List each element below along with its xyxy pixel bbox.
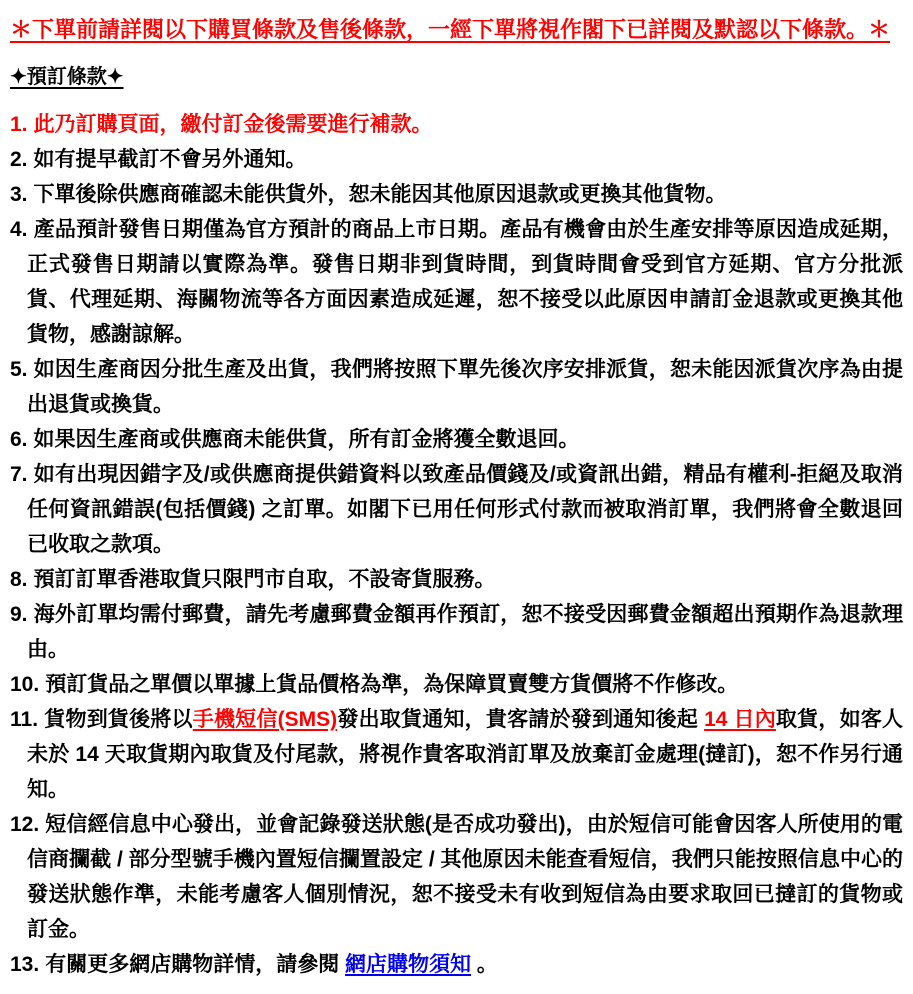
term-text: 海外訂單均需付郵費，請先考慮郵費金額再作預訂，恕不接受因郵費金額超出預期作為退款理由。 [27, 603, 903, 661]
pickup-deadline-emphasis: 14 日內 [704, 708, 776, 731]
term-item-4 [10, 212, 903, 352]
term-number: 7. [10, 463, 28, 486]
term-number: 13. [10, 953, 40, 976]
terms-list [10, 107, 903, 982]
term-text: 產品預計發售日期僅為官方預計的商品上市日期。產品有機會由於生產安排等原因造成延期，正式發售日期請以實際為準。發售日期非到貨時間，到貨時間會受到官方延期、官方分批派貨、代理延期、海關物流等各方面因素造成延遲，恕不接受以此原因申請訂金退款或更換其他貨物，感謝諒解。 [27, 218, 903, 346]
term-number: 5. [10, 358, 28, 381]
term-number: 4. [10, 218, 28, 241]
term-text: 下單後除供應商確認未能供貨外，恕未能因其他原因退款或更換其他貨物。 [33, 183, 727, 206]
term-number: 10. [10, 673, 40, 696]
sms-pickup-notice-emphasis: 手機短信(SMS) [192, 708, 338, 731]
term-text: 如有提早截訂不會另外通知。 [33, 148, 307, 171]
term-number: 3. [10, 183, 28, 206]
term-item-3 [10, 177, 903, 212]
term-item-10 [10, 667, 903, 702]
term-number: 9. [10, 603, 28, 626]
term-number: 2. [10, 148, 28, 171]
term-item-9 [10, 597, 903, 667]
term-item-6 [10, 422, 903, 457]
store-shopping-guide-link[interactable]: 網店購物須知 [345, 953, 472, 976]
term-item-8 [10, 562, 903, 597]
term-item-2 [10, 142, 903, 177]
term-text: 短信經信息中心發出，並會記錄發送狀態(是否成功發出)，由於短信可能會因客人所使用的電信商攔截 / 部分型號手機內置短信攔置設定 / 其他原因未能查看短信，我們只能按照信息中心的發送狀態作準，未能考慮客人個別情況，恕不接受未有收到短信為由要求取回已撻訂的貨物或訂金。 [27, 813, 903, 941]
term-item-1 [10, 107, 903, 142]
purchase-notice-header: ＊下單前請詳閱以下購買條款及售後條款，一經下單將視作閣下已詳閱及默認以下條款。＊ [10, 17, 891, 42]
term-number: 8. [10, 568, 28, 591]
term-text: 發出取貨通知，貴客請於發到通知後起 [337, 708, 705, 731]
term-text: 貨物到貨後將以 [44, 708, 193, 731]
section-title-preorder-terms: ✦預訂條款✦ [10, 66, 124, 88]
term-number: 1. [10, 113, 28, 136]
term-text: 取貨，如客人未於 14 天取貨期內取貨及付尾款，將視作貴客取消訂單及放棄訂金處理(撻訂)，恕不作另行通知。 [27, 708, 903, 801]
term-text: 有關更多網店購物詳情，請參閱 [45, 953, 346, 976]
term-item-7 [10, 457, 903, 562]
term-item-13 [10, 947, 903, 982]
term-item-12 [10, 807, 903, 947]
term-text: 如果因生產商或供應商未能供貨，所有訂金將獲全數退回。 [33, 428, 580, 451]
term-text: 預訂貨品之單價以單據上貨品價格為準，為保障買賣雙方貨價將不作修改。 [45, 673, 739, 696]
term-text: 如因生產商因分批生產及出貨，我們將按照下單先後次序安排派貨，恕未能因派貨次序為由提出退貨或換貨。 [27, 358, 903, 416]
term-text: 預訂訂單香港取貨只限門市自取，不設寄貨服務。 [33, 568, 496, 591]
term-number: 12. [10, 813, 40, 836]
term-number: 11. [10, 708, 39, 731]
term-text: 。 [471, 953, 498, 976]
term-text: 此乃訂購頁面，繳付訂金後需要進行補款。 [33, 113, 433, 136]
term-text: 如有出現因錯字及/或供應商提供錯資料以致產品價錢及/或資訊出錯，精品有權利-拒絕及取消任何資訊錯誤(包括價錢) 之訂單。如閣下已用任何形式付款而被取消訂單，我們將會全數退回已收取之款項。 [27, 463, 903, 556]
term-item-5 [10, 352, 903, 422]
term-item-11 [10, 702, 903, 807]
term-number: 6. [10, 428, 28, 451]
